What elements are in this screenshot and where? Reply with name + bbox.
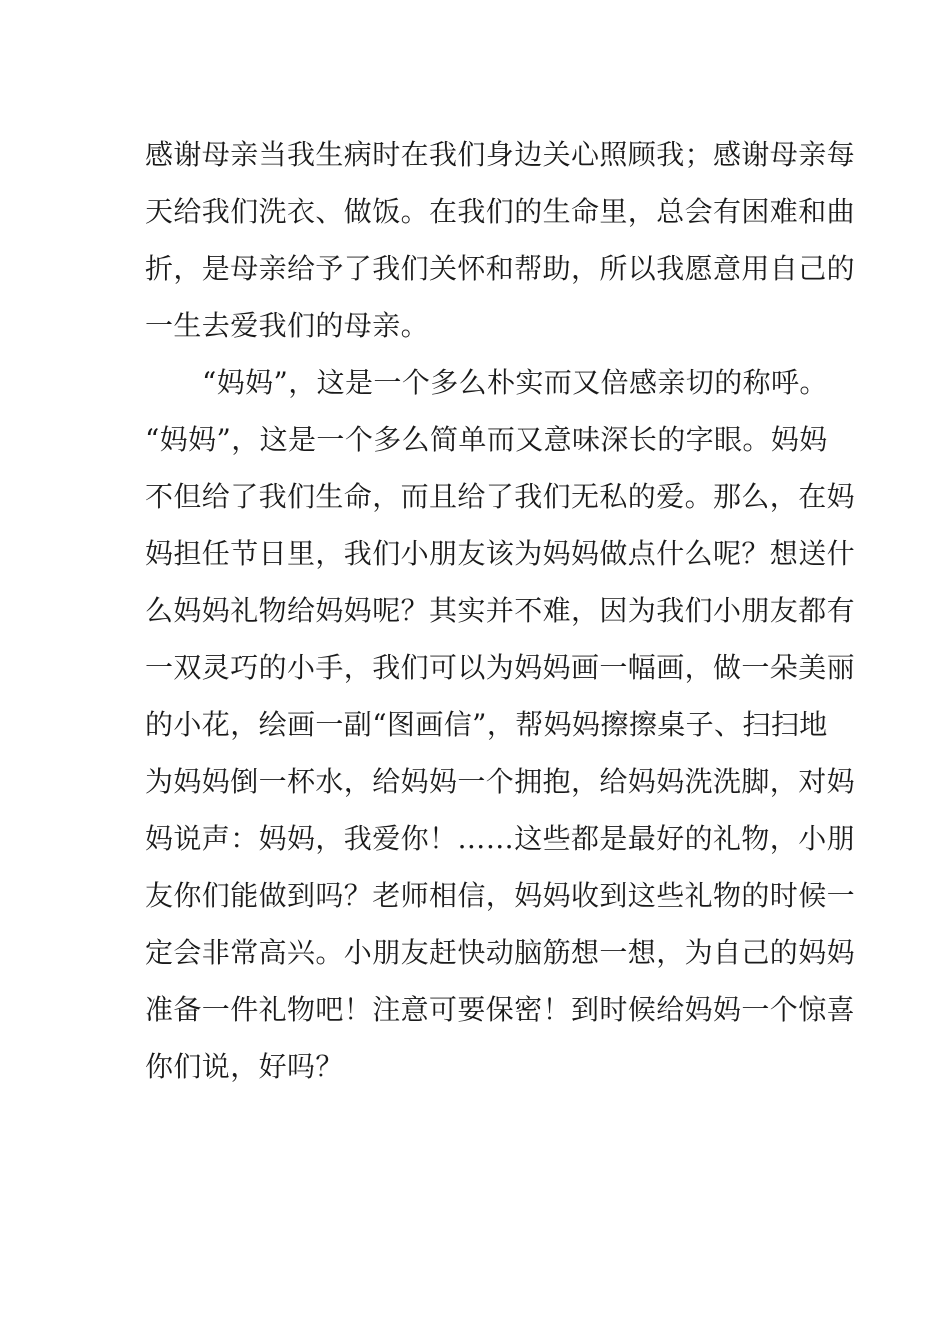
paragraph-first-line: “妈妈”，这是一个多么朴实而又倍感亲切的称呼。 xyxy=(202,366,828,399)
text-line: 你们说，好吗？ xyxy=(145,1050,344,1083)
text-line: 一双灵巧的小手，我们可以为妈妈画一幅画，做一朵美丽 xyxy=(145,651,856,684)
text-line: 么妈妈礼物给妈妈呢？其实并不难，因为我们小朋友都有 xyxy=(145,594,856,627)
text-line: 为妈妈倒一杯水，给妈妈一个拥抱，给妈妈洗洗脚，对妈 xyxy=(145,765,856,798)
text-line: 的小花，绘画一副“图画信”，帮妈妈擦擦桌子、扫扫地 xyxy=(145,708,828,741)
text-line: 友你们能做到吗？老师相信，妈妈收到这些礼物的时候一 xyxy=(145,879,856,912)
text-line: 一生去爱我们的母亲。 xyxy=(145,309,430,342)
text-line: 折，是母亲给予了我们关怀和帮助，所以我愿意用自己的 xyxy=(145,252,856,285)
text-line: 准备一件礼物吧！注意可要保密！到时候给妈妈一个惊喜 xyxy=(145,993,856,1026)
text-line: 妈说声：妈妈，我爱你！……这些都是最好的礼物，小朋 xyxy=(145,822,856,855)
text-line: “妈妈”，这是一个多么简单而又意味深长的字眼。妈妈 xyxy=(145,423,828,456)
text-line: 定会非常高兴。小朋友赶快动脑筋想一想，为自己的妈妈 xyxy=(145,936,856,969)
text-line: 天给我们洗衣、做饭。在我们的生命里，总会有困难和曲 xyxy=(145,195,856,228)
text-line: 感谢母亲当我生病时在我们身边关心照顾我；感谢母亲每 xyxy=(145,138,856,171)
text-line: 不但给了我们生命，而且给了我们无私的爱。那么，在妈 xyxy=(145,480,856,513)
text-line: 妈担任节日里，我们小朋友该为妈妈做点什么呢？想送什 xyxy=(145,537,856,570)
